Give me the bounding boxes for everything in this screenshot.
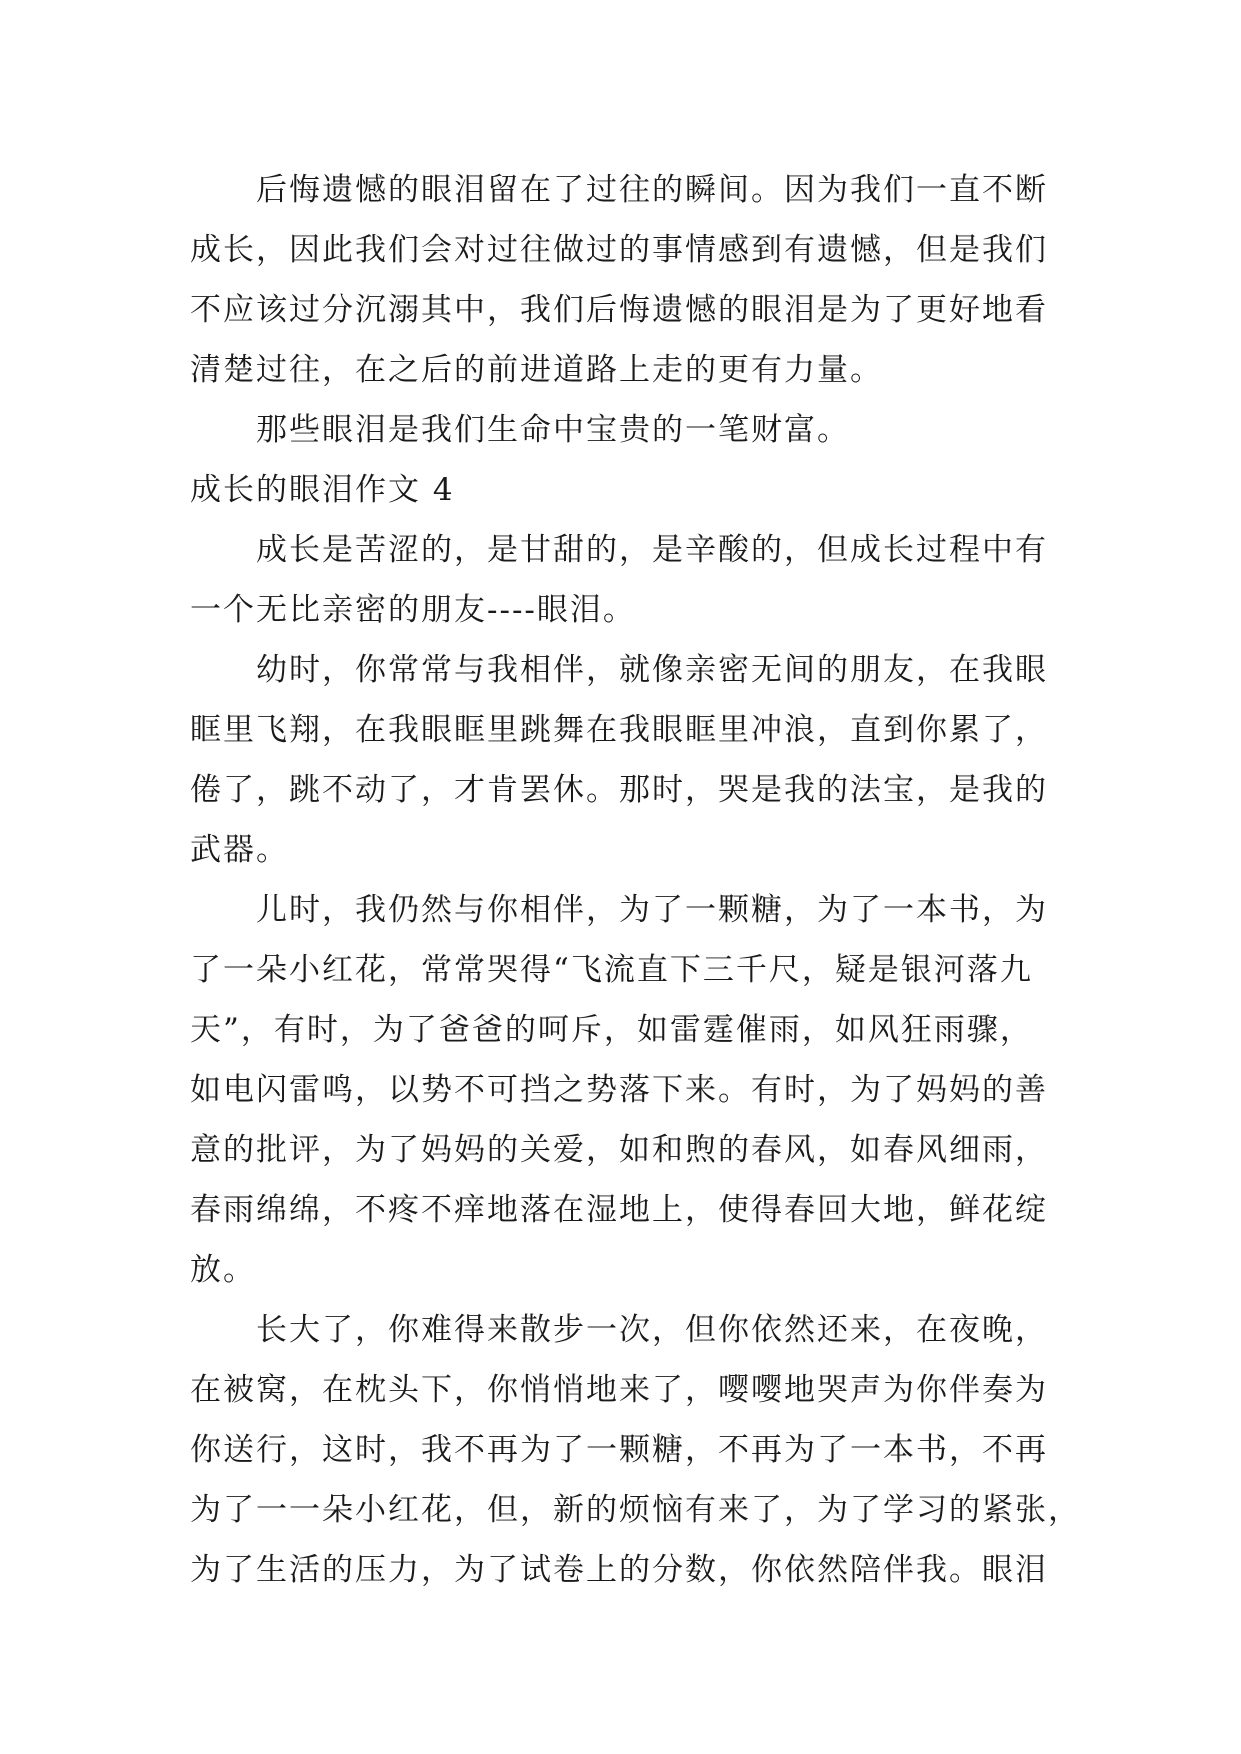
text-line: 武器。 <box>190 832 289 868</box>
essay-title: 成长的眼泪作文 4 <box>190 472 455 508</box>
text-line: 成长是苦涩的，是甘甜的，是辛酸的，但成长过程中有 <box>256 532 1048 568</box>
text-line: 清楚过往，在之后的前进道路上走的更有力量。 <box>190 352 883 388</box>
text-line: 那些眼泪是我们生命中宝贵的一笔财富。 <box>256 412 850 448</box>
text-line: 你送行，这时，我不再为了一颗糖，不再为了一本书，不再 <box>190 1432 1048 1468</box>
text-line: 如电闪雷鸣，以势不可挡之势落下来。有时，为了妈妈的善 <box>190 1072 1048 1108</box>
text-line: 放。 <box>190 1252 256 1288</box>
essay-body <box>190 160 1081 1600</box>
text-line: 儿时，我仍然与你相伴，为了一颗糖，为了一本书，为 <box>256 892 1048 928</box>
text-line: 眶里飞翔，在我眼眶里跳舞在我眼眶里冲浪，直到你累了， <box>190 712 1048 748</box>
text-line: 一个无比亲密的朋友----眼泪。 <box>190 592 636 628</box>
text-line: 倦了，跳不动了，才肯罢休。那时，哭是我的法宝，是我的 <box>190 772 1048 808</box>
text-line: 为了一一朵小红花，但，新的烦恼有来了，为了学习的紧张， <box>190 1492 1081 1528</box>
text-line: 后悔遗憾的眼泪留在了过往的瞬间。因为我们一直不断 <box>256 172 1048 208</box>
text-line: 在被窝，在枕头下，你悄悄地来了，嘤嘤地哭声为你伴奏为 <box>190 1372 1048 1408</box>
text-line: 幼时，你常常与我相伴，就像亲密无间的朋友，在我眼 <box>256 652 1048 688</box>
text-line: 成长，因此我们会对过往做过的事情感到有遗憾，但是我们 <box>190 232 1048 268</box>
text-line: 为了生活的压力，为了试卷上的分数，你依然陪伴我。眼泪 <box>190 1552 1048 1588</box>
text-line: 春雨绵绵，不疼不痒地落在湿地上，使得春回大地，鲜花绽 <box>190 1192 1048 1228</box>
text-line: 天”，有时，为了爸爸的呵斥，如雷霆催雨，如风狂雨骤， <box>190 1012 1033 1048</box>
text-line: 意的批评，为了妈妈的关爱，如和煦的春风，如春风细雨， <box>190 1132 1048 1168</box>
text-line: 长大了，你难得来散步一次，但你依然还来，在夜晚， <box>256 1312 1048 1348</box>
text-line: 了一朵小红花，常常哭得“飞流直下三千尺，疑是银河落九 <box>190 952 1033 988</box>
text-line: 不应该过分沉溺其中，我们后悔遗憾的眼泪是为了更好地看 <box>190 292 1048 328</box>
